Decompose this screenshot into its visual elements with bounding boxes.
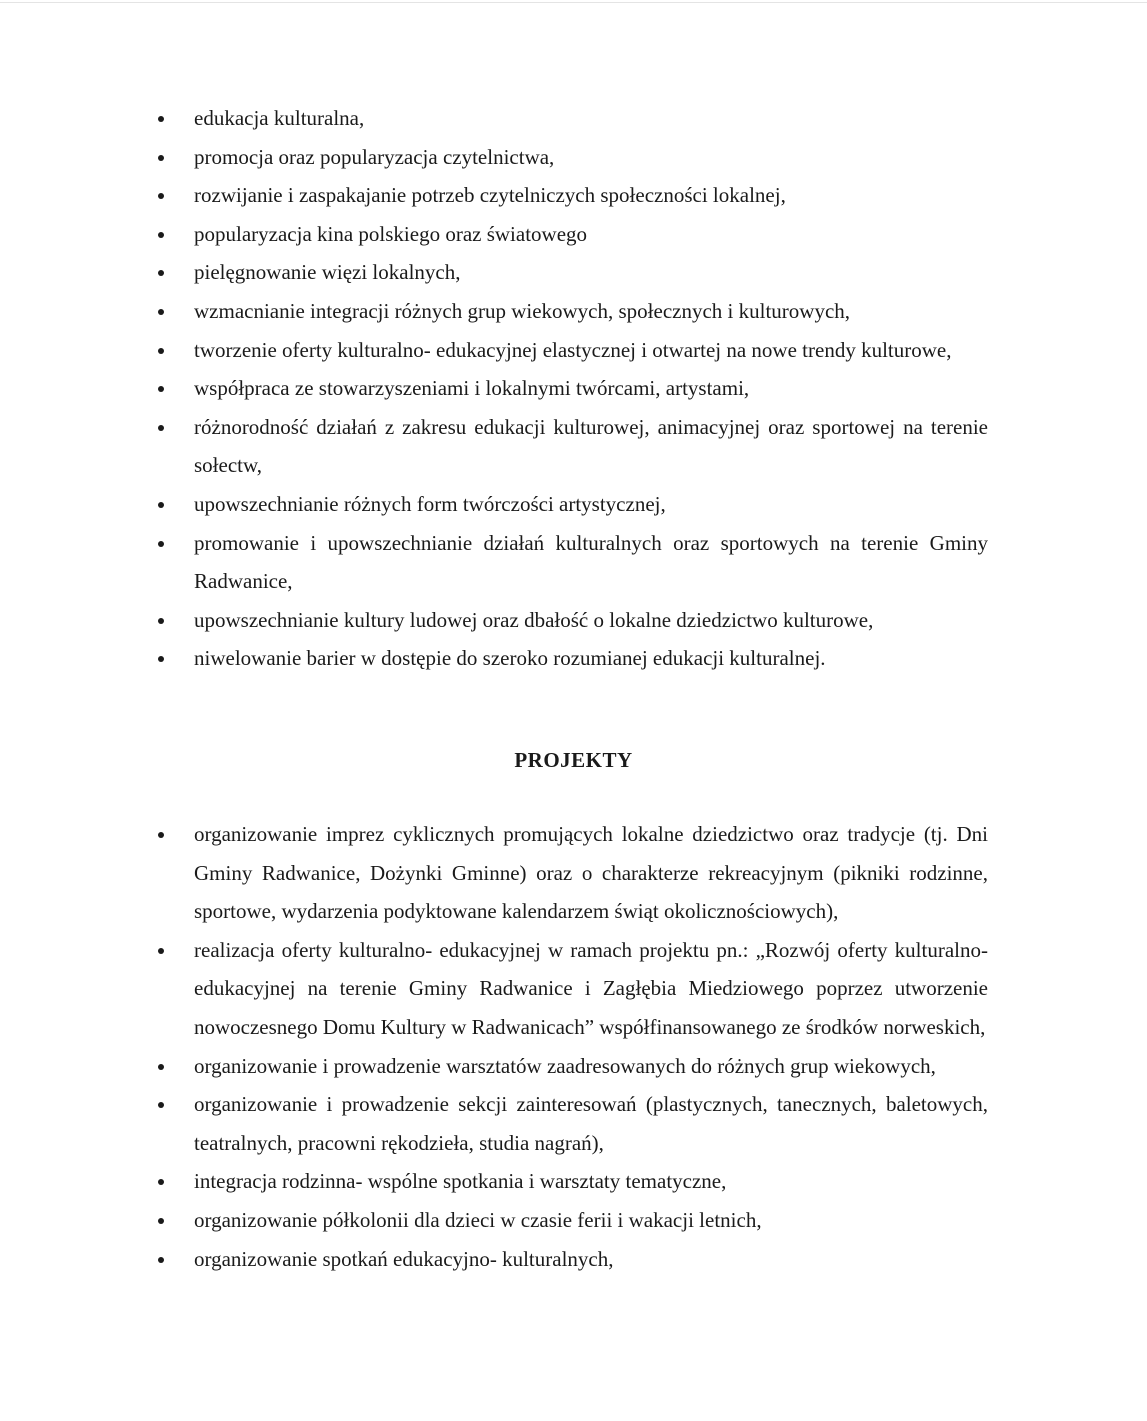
list-item: [158, 931, 988, 1047]
list-item-text: organizowanie spotkań edukacyjno- kulturalnych,: [194, 1246, 614, 1271]
list-item-text: współpraca ze stowarzyszeniami i lokalnymi twórcami, artystami,: [194, 376, 750, 401]
bullet-icon: [158, 1257, 164, 1263]
scan-top-edge: [0, 2, 1147, 3]
list-item-text: edukacja kulturalna,: [194, 106, 365, 130]
list-item: [158, 485, 988, 524]
list-item-text: niwelowanie barier w dostępie do szeroko rozumianej edukacji kulturalnej.: [194, 646, 826, 671]
bullet-icon: [158, 1218, 164, 1224]
bullet-icon: [158, 1179, 164, 1185]
bullet-icon: [158, 1102, 164, 1108]
list-item-text: popularyzacja kina polskiego oraz światowego: [194, 221, 588, 246]
list-item: [158, 292, 988, 331]
list-item: [158, 369, 988, 408]
list-item: [158, 1201, 988, 1240]
list-item: [158, 253, 988, 292]
list-item-text: pielęgnowanie więzi lokalnych,: [194, 260, 461, 285]
list-item: [158, 1047, 988, 1086]
list-item: [158, 524, 988, 601]
list-item-text: promocja oraz popularyzacja czytelnictwa,: [194, 144, 555, 169]
list-item-text: upowszechnianie różnych form twórczości artystycznej,: [194, 491, 666, 516]
bullet-icon: [158, 502, 164, 508]
list-item: [158, 1085, 988, 1162]
list-item-text: organizowanie i prowadzenie warsztatów zaadresowanych do różnych grup wiekowych,: [194, 1053, 936, 1078]
bullet-icon: [158, 832, 164, 838]
bullet-icon: [158, 1064, 164, 1070]
list-item-text: realizacja oferty kulturalno- edukacyjnej w ramach projektu pn.: „Rozwój oferty kulturalno- edukacyjnej na terenie Gminy Radwanice i Zagłębia Miedziowego poprzez utworzenie nowoczesnego Domu Kultury w Radwanicach” współfinansowanego ze środków norweskich,: [194, 937, 988, 1039]
list-item: [158, 176, 988, 215]
list-item-text: wzmacnianie integracji różnych grup wiekowych, społecznych i kulturowych,: [194, 298, 851, 323]
list-item: [158, 215, 988, 254]
list-item: [158, 408, 988, 485]
list-item: [158, 639, 988, 678]
list-item: [158, 1162, 988, 1201]
list-item-text: organizowanie imprez cyklicznych promujących lokalne dziedzictwo oraz tradycje (tj. Dni Gminy Radwanice, Dożynki Gminne) oraz o charakterze rekreacyjnym (pikniki rodzinne, sportowe, wydarzenia podyktowane kalendarzem świąt okolicznościowych),: [194, 822, 988, 924]
bullet-icon: [158, 232, 164, 238]
bullet-icon: [158, 425, 164, 431]
bullet-icon: [158, 155, 164, 161]
list-item-text: organizowanie półkolonii dla dzieci w czasie ferii i wakacji letnich,: [194, 1207, 762, 1232]
list-item: [158, 331, 988, 370]
goals-list: [158, 99, 988, 678]
list-item-text: promowanie i upowszechnianie działań kulturalnych oraz sportowych na terenie Gminy Radwanice,: [194, 530, 988, 594]
bullet-icon: [158, 348, 164, 354]
bullet-icon: [158, 656, 164, 662]
list-item-text: upowszechnianie kultury ludowej oraz dbałość o lokalne dziedzictwo kulturowe,: [194, 607, 874, 632]
list-item-text: rozwijanie i zaspakajanie potrzeb czytelniczych społeczności lokalnej,: [194, 183, 786, 208]
list-item: [158, 601, 988, 640]
list-item: [158, 99, 988, 138]
list-item-text: organizowanie i prowadzenie sekcji zainteresowań (plastycznych, tanecznych, baletowych, teatralnych, pracowni rękodzieła, studia nagrań),: [194, 1092, 988, 1155]
bullet-icon: [158, 193, 164, 199]
list-item: [158, 815, 988, 931]
bullet-icon: [158, 618, 164, 624]
list-item: [158, 138, 988, 177]
bullet-icon: [158, 386, 164, 392]
projects-list: [158, 815, 988, 1278]
bullet-icon: [158, 270, 164, 276]
bullet-icon: [158, 309, 164, 315]
list-item-text: tworzenie oferty kulturalno- edukacyjnej elastycznej i otwartej na nowe trendy kulturowe,: [194, 337, 952, 362]
list-item-text: różnorodność działań z zakresu edukacji kulturowej, animacyjnej oraz sportowej na terenie sołectw,: [194, 414, 988, 478]
list-item: [158, 1240, 988, 1279]
bullet-icon: [158, 948, 164, 954]
bullet-icon: [158, 116, 164, 122]
list-item-text: integracja rodzinna- wspólne spotkania i warsztaty tematyczne,: [194, 1169, 727, 1194]
section-heading: PROJEKTY: [514, 748, 633, 772]
bullet-icon: [158, 541, 164, 547]
